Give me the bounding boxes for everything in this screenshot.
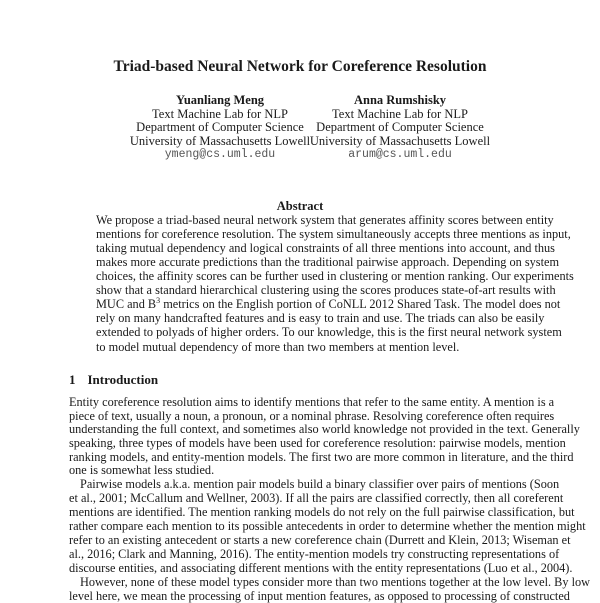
author-lab: Text Machine Lab for NLP: [332, 106, 468, 121]
body-line: speaking, three types of models have been used for coreference resolution: pairwise models, mention: [69, 436, 566, 450]
section-title: Introduction: [87, 372, 159, 387]
author-email: ymeng@cs.uml.edu: [164, 148, 276, 162]
abstract-line: extended to polyads of higher orders. To our knowledge, this is the first neural network system: [96, 325, 562, 339]
author-block: [270, 94, 530, 162]
section-number: 1: [69, 372, 76, 387]
body-line: refer to an existing antecedent or starts a new coreference chain (Durrett and Klein, 2013; Wiseman et: [69, 533, 571, 547]
author-univ: University of Massachusetts Lowell: [129, 133, 311, 148]
abstract-line: We propose a triad-based neural network system that generates affinity scores between entity: [96, 213, 554, 227]
author-email: arum@cs.uml.edu: [348, 148, 452, 162]
body-line: mentions are identified. The mention ranking models do not rely on the full pairwise classification, but: [69, 505, 575, 519]
abstract-line: [96, 296, 561, 311]
author-univ: University of Massachusetts Lowell: [309, 133, 491, 148]
body-line: al., 2016; Clark and Manning, 2016). The entity-mention models try constructing representations of: [69, 547, 560, 561]
abstract-line: makes more accurate predictions than the traditional pairwise approach. Depending on system: [96, 255, 560, 269]
section-heading: [69, 372, 170, 388]
body-line: et al., 2001; McCallum and Wellner, 2003). If all the pairs are classified correctly, then all coreferent: [69, 491, 564, 505]
body-line: level here, we mean the processing of input mention features, as opposed to processing of constructed: [69, 589, 570, 603]
text-mucb: MUC and B: [96, 297, 157, 311]
body-line: discourse entities, and associating different mentions with the entity representations (Luo et al., 2004).: [69, 561, 573, 575]
abstract-line: mentions for coreference resolution. The system simultaneously accepts three mentions as input,: [96, 227, 571, 241]
superscript: 3: [156, 296, 161, 305]
body-line: one is somewhat less studied.: [69, 463, 215, 477]
author-dept: Department of Computer Science: [316, 120, 484, 135]
abstract-line: show that a standard hierarchical clustering using the scores produces state-of-art results with: [96, 283, 556, 297]
abstract-line: taking mutual dependency and logical constraints of all three mentions into account, and thus: [96, 241, 555, 255]
abstract-heading: Abstract: [276, 199, 324, 213]
body-line: understanding the full context, and sometimes also world knowledge not provided in the text. Generally: [69, 422, 580, 436]
author-name: Anna Rumshisky: [353, 93, 447, 107]
abstract-line-part: [96, 297, 560, 311]
text-rest: metrics on the English portion of CoNLL 2012 Shared Task. The model does not: [160, 297, 561, 311]
body-line: ranking models, and entity-mention models. The first two are more common in literature, and the third: [69, 450, 574, 464]
abstract-line: rely on many handcrafted features and is easy to train and use. The triads can also be easily: [96, 311, 545, 325]
body-line: piece of text, usually a noun, a pronoun, or a nominal phrase. Resolving coreference often requires: [69, 409, 555, 423]
author-name: Yuanliang Meng: [175, 93, 265, 107]
abstract-line: to model mutual dependency of more than two members at mention level.: [96, 340, 460, 354]
body-line: However, none of these model types consider more than two mentions together at the low level. By low: [80, 575, 591, 589]
body-line: Pairwise models a.k.a. mention pair models build a binary classifier over pairs of mentions (Soon: [80, 477, 560, 491]
body-line: Entity coreference resolution aims to identify mentions that refer to the same entity. A mention is a: [69, 395, 555, 409]
abstract-line: choices, the affinity scores can be further used in clustering or mention ranking. Our experiments: [96, 269, 574, 283]
author-lab: Text Machine Lab for NLP: [152, 106, 288, 121]
body-line: rather compare each mention to its possible antecedents in order to determine whether the mention might: [69, 519, 586, 533]
paper-title: Triad-based Neural Network for Coreference Resolution: [113, 58, 487, 75]
author-dept: Department of Computer Science: [136, 120, 304, 135]
